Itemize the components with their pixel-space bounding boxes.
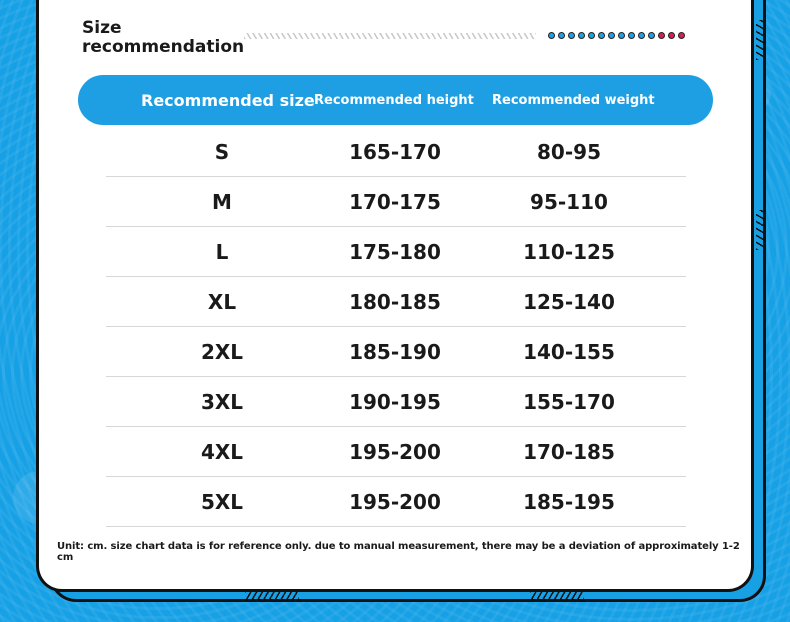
header-recommended-weight: Recommended weight <box>492 93 655 108</box>
decorative-dot <box>628 32 635 39</box>
decorative-dot <box>618 32 625 39</box>
size-cell: L <box>215 240 229 264</box>
size-cell: 4XL <box>200 440 244 464</box>
table-row <box>106 177 686 227</box>
decorative-dot <box>608 32 615 39</box>
decorative-dot <box>548 32 555 39</box>
decorative-dot <box>658 32 665 39</box>
decorative-dot <box>638 32 645 39</box>
size-cell: 3XL <box>200 390 244 414</box>
height-cell: 195-200 <box>349 440 441 464</box>
table-row <box>106 277 686 327</box>
side-stripe-decoration-top <box>756 20 764 60</box>
title-line-2: recommendation <box>82 37 245 57</box>
table-row <box>106 327 686 377</box>
weight-cell: 80-95 <box>537 140 601 164</box>
height-cell: 175-180 <box>349 240 441 264</box>
size-table <box>106 127 686 527</box>
table-row <box>106 127 686 177</box>
weight-cell: 185-195 <box>523 490 615 514</box>
size-cell: XL <box>207 290 237 314</box>
height-cell: 190-195 <box>349 390 441 414</box>
height-cell: 185-190 <box>349 340 441 364</box>
header-recommended-size: Recommended size <box>141 91 315 110</box>
decorative-dot <box>678 32 685 39</box>
decorative-dot <box>588 32 595 39</box>
height-cell: 170-175 <box>349 190 441 214</box>
header-recommended-height: Recommended height <box>314 93 474 108</box>
decorative-dot <box>648 32 655 39</box>
weight-cell: 140-155 <box>523 340 615 364</box>
table-row <box>106 227 686 277</box>
table-row <box>106 377 686 427</box>
decorative-dot <box>568 32 575 39</box>
weight-cell: 125-140 <box>523 290 615 314</box>
height-cell: 180-185 <box>349 290 441 314</box>
height-cell: 195-200 <box>349 490 441 514</box>
size-cell: M <box>212 190 232 214</box>
size-cell: 2XL <box>200 340 244 364</box>
decorative-dot <box>578 32 585 39</box>
decorative-dots <box>548 32 685 41</box>
bottom-stripe-decoration <box>245 592 299 600</box>
weight-cell: 95-110 <box>530 190 608 214</box>
size-cell: S <box>214 140 230 164</box>
decorative-dot <box>558 32 565 39</box>
table-row <box>106 427 686 477</box>
weight-cell: 155-170 <box>523 390 615 414</box>
table-row <box>106 477 686 527</box>
page-title <box>82 19 244 57</box>
decorative-dot <box>668 32 675 39</box>
zigzag-divider <box>244 33 536 39</box>
title-line-1: Size <box>82 18 122 38</box>
side-stripe-decoration <box>756 210 764 250</box>
bottom-stripe-decoration <box>530 592 584 600</box>
size-cell: 5XL <box>200 490 244 514</box>
measurement-note: Unit: cm. size chart data is for reference only. due to manual measurement, there may be a deviation of approximately 1-2 cm <box>57 541 740 563</box>
weight-cell: 170-185 <box>523 440 615 464</box>
height-cell: 165-170 <box>349 140 441 164</box>
weight-cell: 110-125 <box>523 240 615 264</box>
table-header-bar <box>78 75 713 125</box>
decorative-dot <box>598 32 605 39</box>
